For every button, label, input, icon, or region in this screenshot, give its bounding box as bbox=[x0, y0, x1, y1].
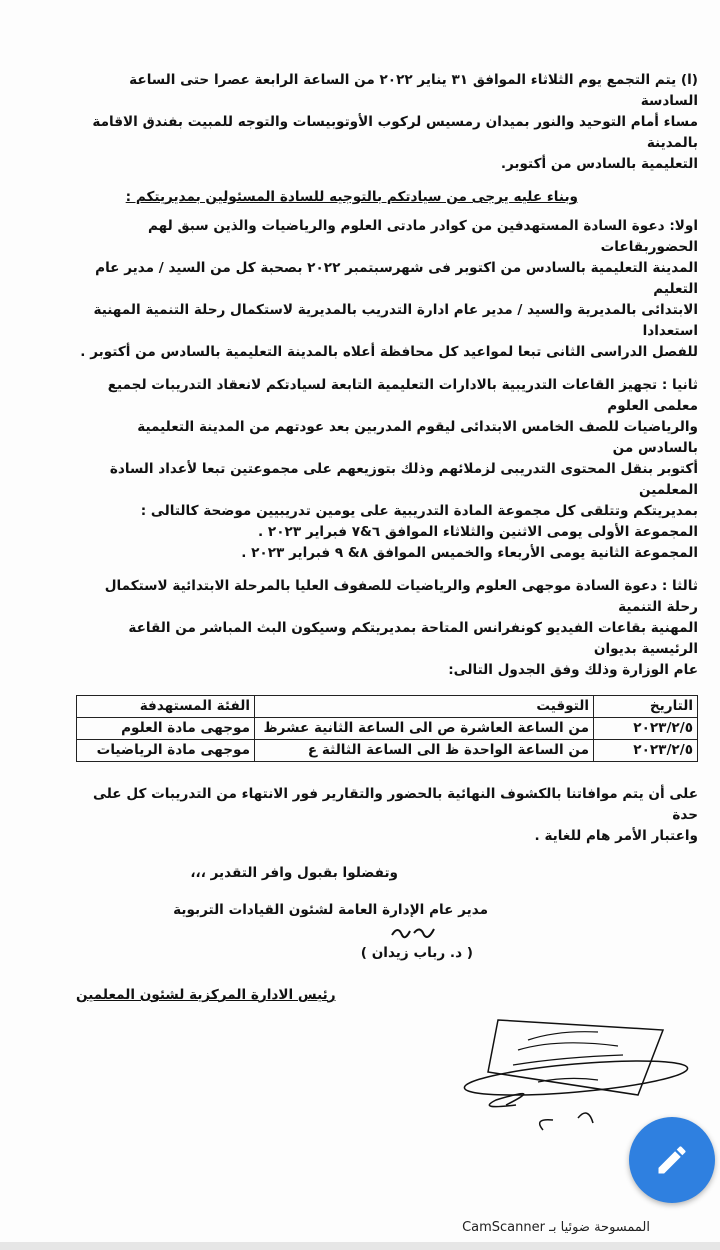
text-line: ثانيا : تجهيز القاعات التدريبية بالادارات التعليمية التابعة لسيادتكم لانعقاد التدريبات لجميع معلمى العلوم bbox=[107, 377, 698, 414]
edit-fab-button[interactable] bbox=[629, 1117, 715, 1203]
header-time: التوقيت bbox=[255, 696, 594, 718]
header-date: التاريخ bbox=[594, 696, 698, 718]
second-signatory-title: رئيس الادارة المركزية لشئون المعلمين bbox=[76, 987, 336, 1003]
table-header-row bbox=[77, 696, 698, 718]
text-line: مساء أمام التوحيد والنور بميدان رمسيس لركوب الأوتوبيسات والتوجه للمبيت بفندق الاقامة بالمدينة bbox=[92, 114, 698, 151]
text-line: اولا: دعوة السادة المستهدفين من كوادر مادتى العلوم والرياضيات والذين سبق لهم الحضوربقاعات bbox=[147, 218, 698, 255]
text-line: أكتوبر بنقل المحتوى التدريبى لزملائهم وذلك بتوزيعهم على مجموعتين تبعا لأعداد السادة المعلمين bbox=[109, 461, 698, 498]
pencil-icon bbox=[654, 1142, 690, 1178]
paragraph-first bbox=[76, 216, 698, 363]
signatory-name: ( د. رباب زيدان ) bbox=[360, 945, 473, 961]
paragraph-closing-request bbox=[76, 784, 698, 847]
signatory-title: مدير عام الإدارة العامة لشئون القيادات التربوية bbox=[173, 902, 488, 918]
text-line: المجموعة الثانية يومى الأربعاء والخميس الموافق ٨& ٩ فبراير ٢٠٢٣ . bbox=[241, 545, 698, 561]
bottom-bar bbox=[0, 1242, 720, 1250]
closing-salutation: وتفضلوا بقبول وافر التقدير ،،، bbox=[190, 865, 398, 881]
header-target: الفئة المستهدفة bbox=[77, 696, 255, 718]
second-signatory-block bbox=[76, 984, 698, 1140]
text-line: والرياضيات للصف الخامس الابتدائى ليقوم المدربين بعد عودتهم من المدينة التعليمية بالسادس من bbox=[137, 419, 698, 456]
signature-mark bbox=[388, 921, 438, 943]
table-row bbox=[77, 740, 698, 762]
cell-target: موجهى مادة العلوم bbox=[77, 718, 255, 740]
text-line: للفصل الدراسى الثانى تبعا لمواعيد كل محافظة أعلاه بالمدينة التعليمية بالسادس من أكتوبر . bbox=[80, 344, 698, 360]
text-line: عام الوزارة وذلك وفق الجدول التالى: bbox=[448, 662, 698, 678]
text-line: (ا) يتم التجمع يوم الثلاثاء الموافق ٣١ يناير ٢٠٢٢ من الساعة الرابعة عصرا حتى الساعة السادسة bbox=[129, 72, 698, 109]
paragraph-second bbox=[76, 375, 698, 564]
intro-paragraph bbox=[76, 70, 698, 175]
text-line: بمديريتكم وتتلقى كل مجموعة المادة التدريبية على يومين تدريبيين موضحة كالتالى : bbox=[140, 503, 698, 519]
text-line: المهنية بقاعات الفيديو كونفرانس المتاحة بمديريتكم وسيكون البث المباشر من القاعة الرئيسية بديوان bbox=[128, 620, 698, 657]
cell-date: ٢٠٢٣/٢/٥ bbox=[594, 718, 698, 740]
table-row bbox=[77, 718, 698, 740]
signature-mark-wrap bbox=[76, 921, 438, 943]
text-line: ثالثا : دعوة السادة موجهى العلوم والرياضيات للصفوف العليا بالمرحلة الابتدائية لاستكمال رحلة التنمية bbox=[104, 578, 698, 615]
cell-time: من الساعة العاشرة ص الى الساعة الثانية عشرظ bbox=[255, 718, 594, 740]
cell-date: ٢٠٢٣/٢/٥ bbox=[594, 740, 698, 762]
schedule-table bbox=[76, 695, 698, 762]
paragraph-third bbox=[76, 576, 698, 681]
camscanner-watermark: الممسوحة ضوئيا بـ CamScanner bbox=[462, 1220, 650, 1235]
section-heading: وبناء عليه يرجى من سيادتكم بالتوجيه للسادة المسئولين بمديريتكم : bbox=[125, 189, 578, 205]
text-line: الابتدائى بالمديرية والسيد / مدير عام ادارة التدريب بالمديرية لاستكمال رحلة التنمية المهنية استعدادا bbox=[93, 302, 698, 339]
cell-time: من الساعة الواحدة ظ الى الساعة الثالثة ع bbox=[255, 740, 594, 762]
cell-target: موجهى مادة الرياضيات bbox=[77, 740, 255, 762]
text-line: التعليمية بالسادس من أكتوبر. bbox=[500, 156, 698, 172]
text-line: واعتبار الأمر هام للغاية . bbox=[534, 828, 698, 844]
text-line: المدينة التعليمية بالسادس من اكتوبر فى شهرسبتمبر ٢٠٢٢ بصحبة كل من السيد / مدير عام التعليم bbox=[95, 260, 698, 297]
text-line: على أن يتم موافاتنا بالكشوف النهائية بالحضور والتقارير فور الانتهاء من التدريبات كل على حدة bbox=[93, 786, 698, 823]
text-line: المجموعة الأولى يومى الاثنين والثلاثاء الموافق ٦&٧ فبراير ٢٠٢٣ . bbox=[258, 524, 698, 540]
